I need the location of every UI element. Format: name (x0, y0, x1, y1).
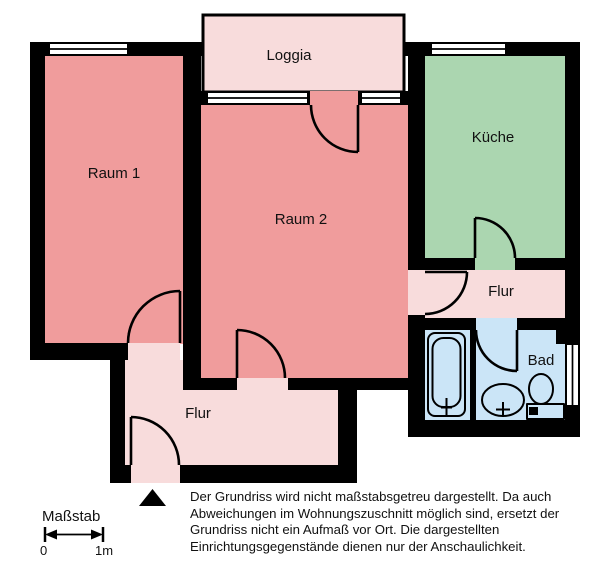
kueche-floor (425, 55, 565, 258)
raum2-floor (201, 105, 408, 378)
flur-unten-floor-right (125, 390, 338, 465)
scale-title: Maßstab (42, 508, 101, 525)
wall-bad-bottom (408, 420, 580, 437)
wall-raum2-kueche (408, 42, 425, 270)
disclaimer-line-4: Einrichtungsgegenstände dienen nur der Anschaulichkeit. (190, 538, 526, 554)
disclaimer-line-2: Abweichungen im Wohnungszuschnitt möglich sind, ersetzt der (190, 505, 560, 521)
disclaimer-line-3: Grundriss nicht ein Aufmaß vor Ort. Die dargestellten (190, 522, 500, 537)
scale-meter-label: 1m (95, 543, 114, 558)
scale-arrowhead-left (45, 530, 57, 540)
room-label-flur-oben: Flur (488, 283, 514, 300)
wall-bad-corner-stub (556, 318, 580, 344)
wall-raum1-bottom (30, 343, 128, 360)
window-raum1 (50, 44, 127, 54)
scale-zero-label: 0 (40, 543, 48, 558)
entrance-marker-icon (139, 489, 166, 506)
wall-raum1-raum2 (183, 42, 201, 390)
room-label-raum2: Raum 2 (274, 211, 328, 228)
window-raum2-left (208, 93, 307, 103)
disclaimer-text (190, 489, 590, 555)
opening-bad (476, 318, 517, 330)
opening-raum1-flur-unten (128, 343, 180, 360)
opening-kueche (475, 258, 515, 270)
opening-raum2-flur-unten (237, 378, 288, 390)
wall-raum2-bottom (201, 378, 425, 390)
room-label-bad: Bad (527, 352, 555, 369)
room-label-flur-unten: Flur (185, 405, 211, 422)
disclaimer-line-1: Der Grundriss wird nicht maßstabsgetreu dargestellt. Da auch (190, 489, 552, 504)
scale-arrowhead-right (91, 530, 103, 540)
raum1-floor (45, 56, 183, 344)
toilet-flush-button (529, 407, 538, 415)
opening-raum2-flur (408, 270, 425, 315)
wall-left-outer (30, 42, 45, 360)
room-label-kueche: Küche (471, 129, 515, 146)
room-label-loggia: Loggia (266, 47, 312, 64)
opening-entrance (131, 465, 180, 483)
wall-flur-unten-left (110, 360, 125, 483)
window-raum2-right (362, 93, 400, 103)
wall-raum2-bad (408, 315, 425, 437)
window-kueche (432, 44, 505, 54)
opening-loggia (310, 91, 358, 105)
room-label-raum1: Raum 1 (87, 165, 141, 182)
scale-bar (45, 527, 103, 542)
